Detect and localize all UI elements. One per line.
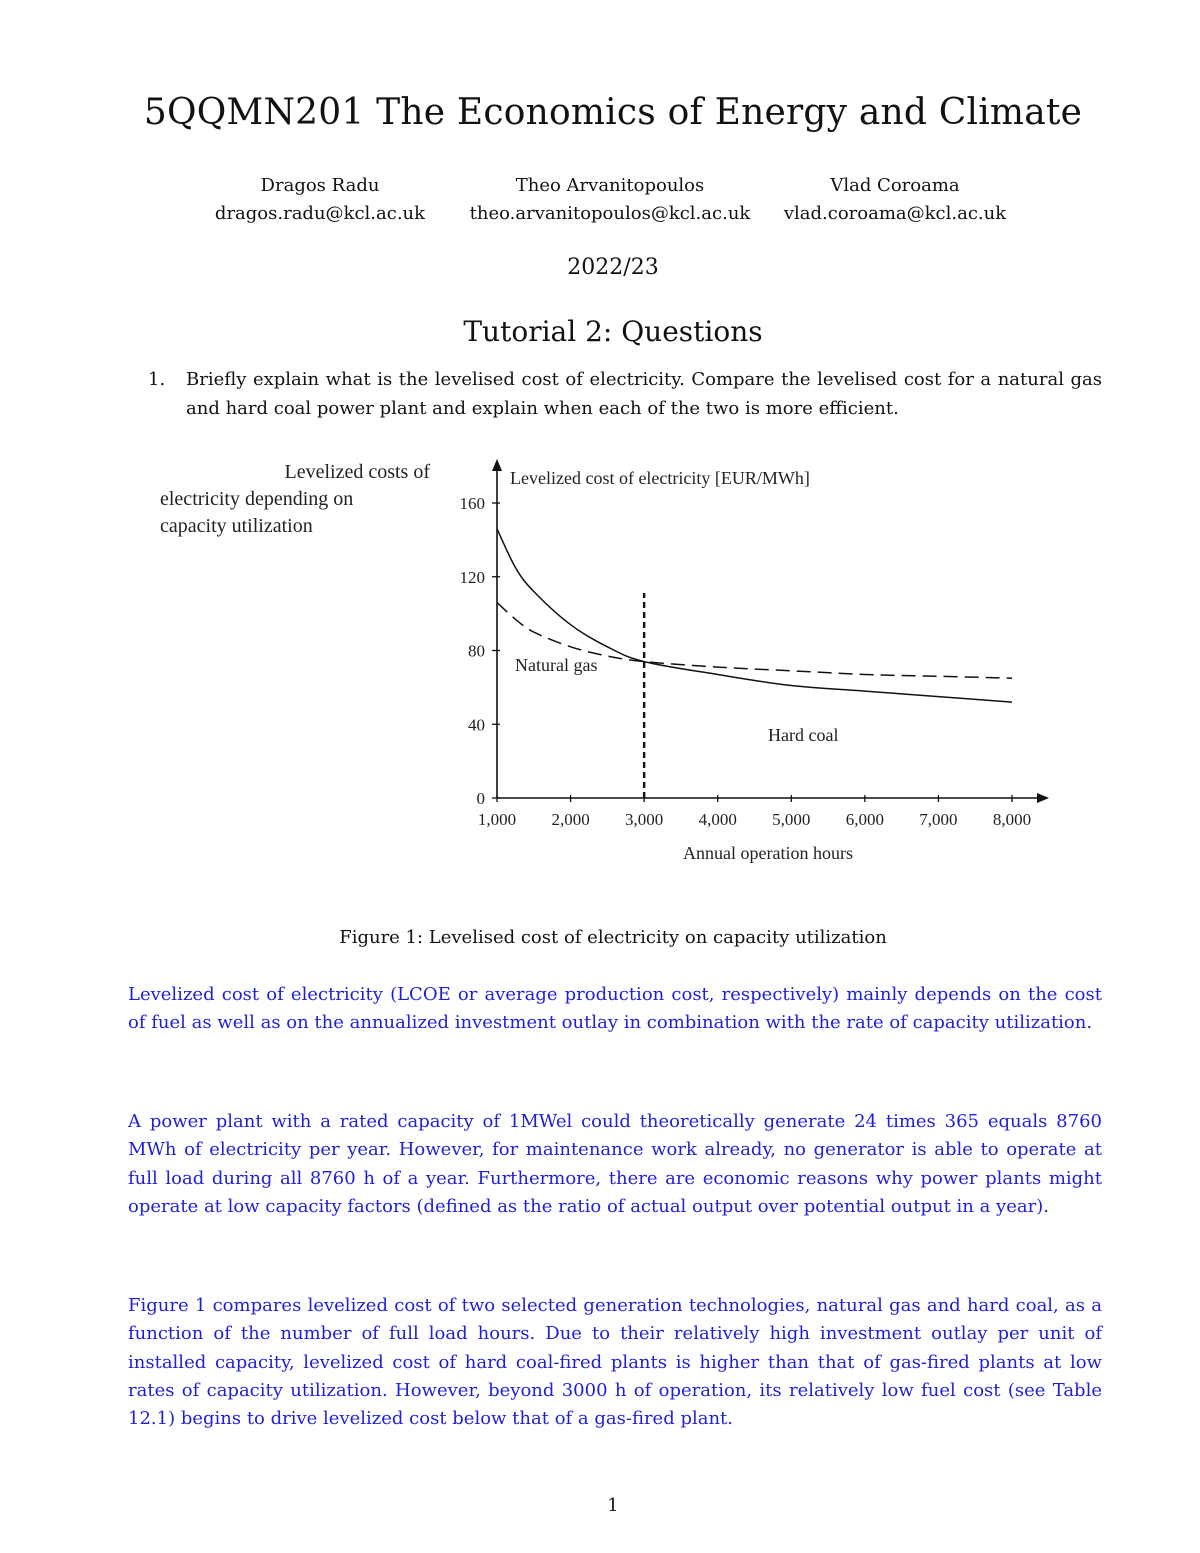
- author-name: Theo Arvanitopoulos: [515, 175, 705, 196]
- x-tick-label: 3,000: [625, 810, 664, 829]
- y-tick-label: 160: [459, 494, 485, 513]
- x-tick-label: 5,000: [772, 810, 811, 829]
- x-tick-label: 1,000: [477, 810, 517, 829]
- y-tick-label: 40: [468, 715, 485, 735]
- question-text: Briefly explain what is the levelised cost of electricity. Compare the levelised cost for a natural gas and hard coal power plant and explain when each of the two is more efficient.: [186, 369, 1102, 419]
- chart-title-line: electricity depending on: [160, 488, 354, 510]
- x-tick-label: 2,000: [551, 810, 590, 829]
- x-tick-label: 8,000: [992, 810, 1032, 829]
- y-axis-arrow: [492, 459, 502, 471]
- lcoe-figure: [150, 448, 1050, 878]
- y-tick-label: 0: [476, 789, 485, 808]
- x-tick-label: 6,000: [845, 810, 884, 829]
- author-email: vlad.coroama@kcl.ac.uk: [783, 203, 1007, 224]
- chart-title-line: Levelized costs of: [284, 461, 430, 483]
- author-block: [180, 172, 460, 228]
- author-block: [440, 172, 780, 228]
- question-number: 1.: [148, 369, 166, 390]
- x-tick-label: 4,000: [698, 810, 737, 829]
- x-axis-label: Annual operation hours: [683, 843, 853, 863]
- y-tick-label: 120: [459, 567, 485, 587]
- y-axis-label: Levelized cost of electricity [EUR/MWh]: [510, 468, 810, 488]
- author-name: Dragos Radu: [260, 175, 380, 196]
- x-axis-arrow: [1037, 793, 1049, 803]
- document-title: 5QQMN201 The Economics of Energy and Climate: [143, 92, 1083, 133]
- answer-paragraph: Levelized cost of electricity (LCOE or average production cost, respectively) mainly depends on the cost of fuel as well as on the annualized investment outlay in combination with the rate of capacity utilization.: [128, 984, 1102, 1034]
- series-label-natural-gas: Natural gas: [515, 655, 598, 675]
- figure-caption: Figure 1: Levelised cost of electricity on capacity utilization: [339, 927, 887, 948]
- answer-paragraph: A power plant with a rated capacity of 1MWel could theoretically generate 24 times 365 equals 8760 MWh of electricity per year. However, for maintenance work already, no generator is able to operate at full load during all 8760 h of a year. Furthermore, there are economic reasons why power plants might operate at low capacity factors (defined as the ratio of actual output over potential output in a year).: [128, 1111, 1102, 1217]
- x-tick-label: 7,000: [919, 810, 958, 829]
- page-number: 1: [607, 1495, 619, 1516]
- author-email: theo.arvanitopoulos@kcl.ac.uk: [469, 203, 751, 224]
- author-block: [760, 172, 1030, 228]
- tutorial-title: Tutorial 2: Questions: [463, 315, 763, 348]
- author-name: Vlad Coroama: [830, 175, 960, 196]
- academic-year: 2022/23: [567, 255, 659, 280]
- y-tick-label: 80: [468, 641, 485, 661]
- series-label-hard-coal: Hard coal: [768, 725, 839, 745]
- question-item: [148, 366, 1102, 423]
- lcoe-chart: [150, 448, 1050, 878]
- answer-paragraph: Figure 1 compares levelized cost of two selected generation technologies, natural gas and hard coal, as a function of the number of full load hours. Due to their relatively high investment outlay per unit of installed capacity, levelized cost of hard coal-fired plants is higher than that of gas-fired plants at low rates of capacity utilization. However, beyond 3000 h of operation, its relatively low fuel cost (see Table 12.1) begins to drive levelized cost below that of a gas-fired plant.: [128, 1295, 1102, 1430]
- author-email: dragos.radu@kcl.ac.uk: [214, 203, 426, 224]
- chart-title-line: capacity utilization: [160, 515, 313, 537]
